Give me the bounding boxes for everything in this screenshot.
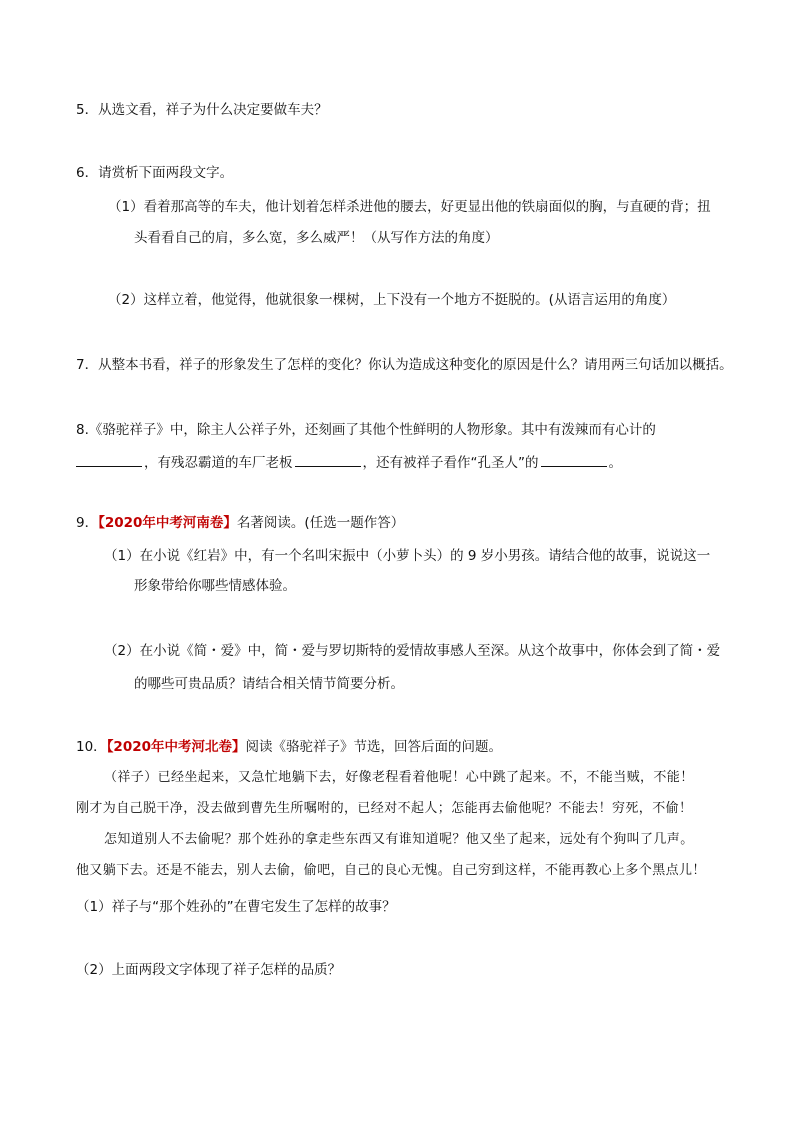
q10-source-tag: 【2020年中考河北卷】 bbox=[106, 739, 246, 755]
q10-sub-question-1: （1）祥子与“那个姓孙的”在曹宅发生了怎样的故事？ bbox=[76, 899, 396, 915]
q9-option1-line1: （1）在小说《红岩》中，有一个名叫宋振中（小萝卜头）的 9 岁小男孩。请结合他的故事，说说这一 bbox=[104, 548, 711, 564]
q10-sub-question-2: （2）上面两段文字体现了祥子怎样的品质？ bbox=[76, 962, 342, 978]
passage-line: （祥子）已经坐起来，又急忙地躺下去，好像老程看着他呢！心中跳了起来。不，不能当贼，不能！ bbox=[104, 770, 694, 785]
q6-part1-line1: （1）看着那高等的车夫，他计划着怎样杀进他的腰去，好更显出他的铁扇面似的胸，与直硬的背；扭 bbox=[108, 199, 711, 215]
q9-option2-line2: 的哪些可贵品质？请结合相关情节简要分析。 bbox=[134, 676, 404, 692]
q10-heading bbox=[76, 738, 502, 756]
q6-stem: 6．请赏析下面两段文字。 bbox=[76, 165, 234, 181]
q7-question: 7．从整本书看，祥子的形象发生了怎样的变化？你认为造成这种变化的原因是什么？请用两三句话加以概括。 bbox=[76, 357, 733, 373]
answer-blank-2[interactable] bbox=[295, 452, 361, 467]
q6-part1-line2: 头看看自己的肩，多么宽，多么威严！（从写作方法的角度） bbox=[134, 230, 499, 246]
passage-line: 怎知道别人不去偷呢？那个姓孙的拿走些东西又有谁知道呢？他又坐了起来，远处有个狗叫了几声。 bbox=[104, 832, 694, 847]
q8-line1: 8.《骆驼祥子》中，除主人公祥子外，还刻画了其他个性鲜明的人物形象。其中有泼辣而有心计的 bbox=[76, 422, 656, 438]
q9-stem: 名著阅读。(任选一题作答） bbox=[236, 515, 405, 531]
q10-stem: 阅读《骆驼祥子》节选，回答后面的问题。 bbox=[245, 739, 503, 755]
passage-line: 刚才为自己脱干净，没去做到曹先生所嘱咐的，已经对不起人；怎能再去偷他呢？不能去！穷死，不偷！ bbox=[76, 801, 693, 816]
q9-heading bbox=[76, 514, 404, 532]
q8-text-1: ，有残忍霸道的车厂老板 bbox=[144, 455, 293, 471]
q9-number: 9． bbox=[76, 515, 99, 531]
passage-line: 他又躺下去。还是不能去，别人去偷，偷吧，自己的良心无愧。自己穷到这样，不能再教心上多个黑点儿！ bbox=[76, 863, 706, 878]
q6-part2: （2）这样立着，他觉得，他就很象一棵树，上下没有一个地方不挺脱的。(从语言运用的角度） bbox=[108, 292, 676, 308]
q5-question: 5．从选文看，祥子为什么决定要做车夫？ bbox=[76, 102, 328, 118]
answer-blank-1[interactable] bbox=[76, 452, 142, 467]
q10-number: 10． bbox=[76, 739, 107, 755]
q8-text-2: ，还有被祥子看作“孔圣人”的 bbox=[362, 455, 539, 471]
q9-option2-line1: （2）在小说《简・爱》中，简・爱与罗切斯特的爱情故事感人至深。从这个故事中，你体会到了简・爱 bbox=[104, 643, 721, 659]
q8-text-3: 。 bbox=[608, 455, 622, 471]
q9-source-tag: 【2020年中考河南卷】 bbox=[98, 515, 237, 531]
answer-blank-3[interactable] bbox=[541, 452, 607, 467]
q9-option1-line2: 形象带给你哪些情感体验。 bbox=[134, 578, 296, 594]
q8-line2 bbox=[76, 452, 622, 472]
